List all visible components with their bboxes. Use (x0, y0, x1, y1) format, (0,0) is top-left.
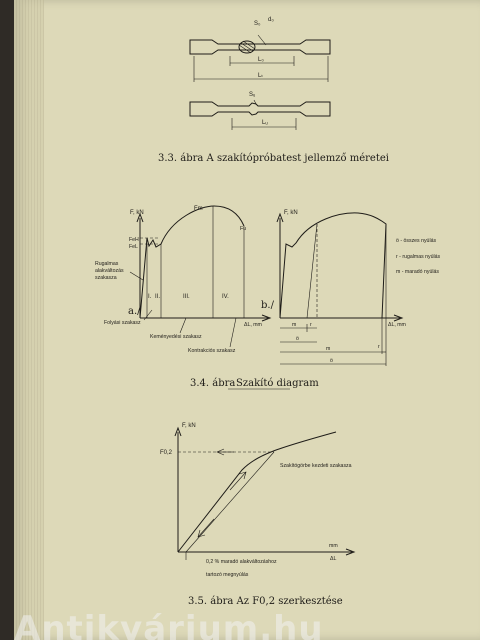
f02-y-axis: F, kN (182, 423, 196, 429)
diagram-f02 (175, 428, 354, 560)
specimen-broken (190, 100, 330, 130)
b-legend-o: ö - összes nyúlás (396, 238, 437, 244)
caption-fig-3-5: 3.5. ábra Az F0,2 szerkesztése (188, 596, 343, 607)
f02-annotation: Szakítógörbe kezdeti szakasza (280, 463, 352, 469)
a-zone-3: III. (183, 294, 190, 300)
b-dim-r2: r (378, 344, 380, 350)
note-kontrakcios: Kontrakciós szakasz (188, 348, 236, 354)
f02-note-1: 0,2 % maradó alakváltozáshoz (206, 559, 277, 565)
b-dim-m1: m (292, 322, 297, 328)
a-zone-2: II. (155, 294, 161, 300)
note-rugalmas-3: szakasza (95, 275, 117, 281)
b-dim-r1: r (310, 322, 312, 328)
label-s0: S₀ (254, 21, 261, 27)
a-fm: Fm (194, 206, 203, 212)
note-rugalmas-1: Rugalmas (95, 261, 119, 267)
diagram-b (277, 213, 402, 366)
label-su: Sᵤ (249, 92, 256, 98)
a-zone-4: IV. (222, 294, 229, 300)
b-legend-r: r - rugalmas nyúlás (396, 254, 441, 260)
a-x-axis: ΔL, mm (244, 322, 262, 328)
f02-x-unit: mm (329, 543, 338, 549)
watermark: Antikvárium.hu (14, 609, 324, 640)
a-feh: FeH (129, 237, 139, 243)
caption-fig-3-3: 3.3. ábra A szakítópróbatest jellemző méretei (158, 153, 389, 164)
f02-x-axis: ΔL (330, 556, 337, 562)
b-legend-m: m - maradó nyúlás (396, 269, 439, 275)
f02-level-label: F0,2 (160, 450, 173, 456)
label-lu: Lᵤ (262, 120, 268, 126)
b-x-axis: ΔL, mm (388, 322, 406, 328)
b-y-axis: F, kN (284, 210, 298, 216)
b-dim-m2: m (326, 346, 331, 352)
b-dim-o2: ö (330, 358, 333, 364)
diagram-a (137, 206, 270, 321)
label-l0: L₀ (258, 57, 264, 63)
a-fu: Fu (240, 226, 247, 232)
caption-fig-3-4-num: 3.4. ábra (190, 378, 236, 389)
b-dim-o1: ö (296, 336, 299, 342)
f02-note-2: tartozó megnyúlás (206, 572, 249, 578)
label-d0: d₀ (268, 17, 274, 23)
caption-fig-3-4-text: Szakító diagram (236, 378, 319, 389)
a-zone-1: I. (148, 294, 152, 300)
a-panel-label: a./ (128, 306, 141, 317)
a-fel: FeL (129, 244, 138, 250)
note-folyasi: Folyási szakasz (104, 320, 141, 326)
b-panel-label: b./ (261, 300, 274, 311)
label-lt: Lₜ (258, 73, 264, 79)
a-y-axis: F, kN (130, 210, 144, 216)
note-rugalmas-2: alakváltozás (95, 268, 124, 274)
note-kemenyedesi: Keményedési szakasz (150, 334, 202, 340)
